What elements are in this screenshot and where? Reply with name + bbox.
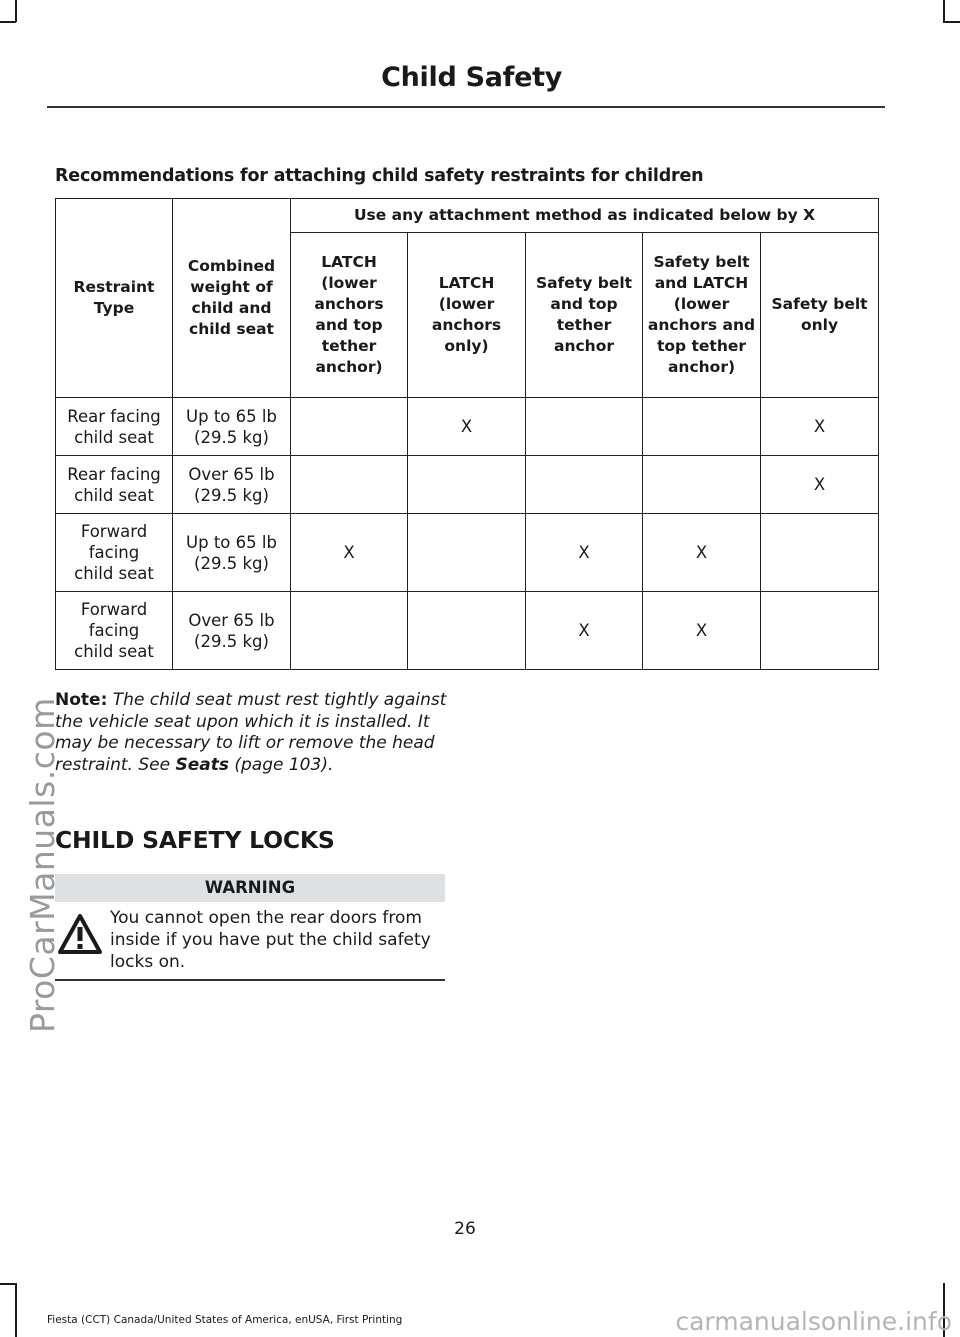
cell-mark: X (761, 456, 879, 514)
cell-mark (643, 398, 761, 456)
cell-mark (408, 592, 526, 670)
cell-weight: Up to 65 lb (29.5 kg) (173, 514, 291, 592)
table-heading: Recommendations for attaching child safety restraints for children (55, 166, 704, 186)
watermark-side: ProCarManuals.com (23, 697, 62, 1033)
col-header-method-2: LATCH (lower anchors only) (408, 233, 526, 398)
cell-mark (761, 514, 879, 592)
cell-restraint-type: Rear facing child seat (56, 456, 173, 514)
warning-triangle-icon (57, 913, 103, 955)
crop-mark-bl-v (15, 1283, 17, 1337)
attachment-recommendations-table (55, 198, 879, 670)
col-header-method-1: LATCH (lower anchors and top tether anchor) (291, 233, 408, 398)
footer-text: Fiesta (CCT) Canada/United States of America, enUSA, First Printing (47, 1314, 403, 1326)
cell-mark (643, 456, 761, 514)
crop-mark-bl-h (0, 1283, 16, 1285)
cell-mark: X (526, 514, 643, 592)
crop-mark-tl-h (0, 21, 16, 23)
note-page-reference: (page 103). (234, 754, 334, 775)
cell-mark (526, 398, 643, 456)
cell-mark (291, 456, 408, 514)
table-row (56, 592, 879, 670)
crop-mark-tl-v (15, 0, 17, 22)
note-paragraph (55, 690, 450, 776)
col-header-combined-weight: Combined weight of child and child seat (173, 199, 291, 398)
seats-cross-reference-link[interactable]: Seats (175, 754, 229, 775)
col-header-method-5: Safety belt only (761, 233, 879, 398)
cell-mark (408, 514, 526, 592)
cell-weight: Over 65 lb (29.5 kg) (173, 456, 291, 514)
cell-restraint-type: Forward facing child seat (56, 514, 173, 592)
cell-mark: X (526, 592, 643, 670)
crop-mark-tr-v (943, 0, 945, 22)
cell-mark (761, 592, 879, 670)
warning-rule (55, 979, 445, 981)
cell-mark (408, 456, 526, 514)
table-row (56, 456, 879, 514)
warning-label-bar: WARNING (55, 874, 445, 902)
col-header-method-3: Safety belt and top tether anchor (526, 233, 643, 398)
col-header-restraint-type: Restraint Type (56, 199, 173, 398)
cell-restraint-type: Rear facing child seat (56, 398, 173, 456)
cell-mark (291, 592, 408, 670)
col-header-attachment-methods: Use any attachment method as indicated below by X (291, 199, 879, 233)
cell-mark: X (408, 398, 526, 456)
cell-mark: X (643, 592, 761, 670)
watermark-bottom: carmanualsonline.info (675, 1307, 952, 1336)
section-title: CHILD SAFETY LOCKS (55, 826, 335, 854)
note-label: Note: (55, 690, 108, 710)
warning-text: You cannot open the rear doors from inside if you have put the child safety locks on. (110, 908, 431, 972)
cell-mark: X (291, 514, 408, 592)
page-number: 26 (454, 1219, 476, 1239)
cell-weight: Over 65 lb (29.5 kg) (173, 592, 291, 670)
cell-weight: Up to 65 lb (29.5 kg) (173, 398, 291, 456)
page-header-title: Child Safety (381, 62, 562, 93)
cell-mark: X (761, 398, 879, 456)
col-header-method-4: Safety belt and LATCH (lower anchors and top tether anchor) (643, 233, 761, 398)
cell-restraint-type: Forward facing child seat (56, 592, 173, 670)
cell-mark (291, 398, 408, 456)
header-rule (47, 106, 885, 108)
cell-mark: X (643, 514, 761, 592)
note-text: The child seat must rest tightly against the vehicle seat upon which it is installed. It may be necessary to lift or remove the head restraint. See (55, 690, 447, 775)
cell-mark (526, 456, 643, 514)
table-row (56, 398, 879, 456)
table-row (56, 514, 879, 592)
crop-mark-tr-h (943, 21, 960, 23)
